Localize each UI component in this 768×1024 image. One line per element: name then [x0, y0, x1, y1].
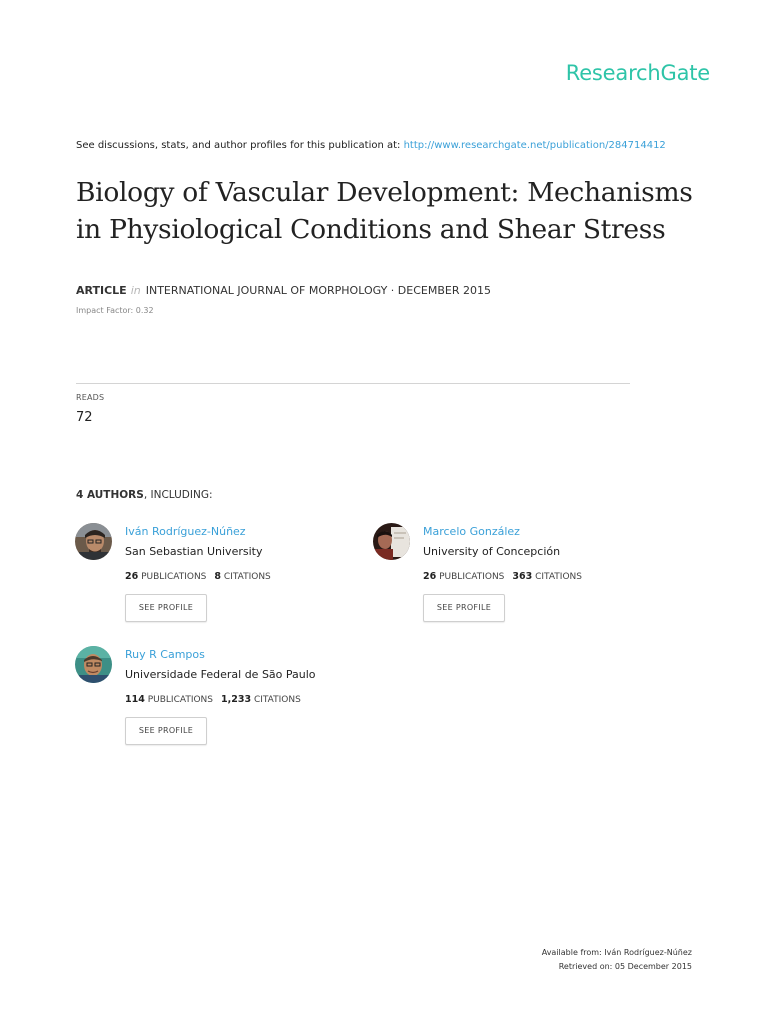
author-institution: San Sebastian University — [125, 545, 263, 558]
author-name[interactable]: Ruy R Campos — [125, 648, 205, 661]
authors-count: 4 AUTHORS — [76, 489, 144, 501]
avatar[interactable] — [75, 523, 112, 560]
publication-title: Biology of Vascular Development: Mechanisms in Physiological Conditions and Shear Stress — [76, 177, 693, 245]
publications-label: PUBLICATIONS — [439, 572, 505, 582]
citations-count: 363 — [512, 571, 533, 582]
author-card — [75, 646, 365, 746]
author-name[interactable]: Marcelo González — [423, 525, 520, 538]
publications-label: PUBLICATIONS — [147, 695, 213, 705]
see-profile-button[interactable]: SEE PROFILE — [125, 594, 207, 622]
author-stats — [423, 571, 582, 582]
author-institution: Universidade Federal de São Paulo — [125, 668, 316, 681]
avatar[interactable] — [373, 523, 410, 560]
citations-count: 1,233 — [221, 694, 252, 705]
publication-meta — [76, 284, 491, 297]
author-institution: University of Concepción — [423, 545, 561, 558]
author-stats — [125, 571, 271, 582]
publication-link[interactable]: http://www.researchgate.net/publication/284714412 — [403, 140, 666, 151]
author-card — [75, 523, 365, 623]
reads-count: 72 — [76, 410, 93, 425]
see-profile-button[interactable]: SEE PROFILE — [125, 717, 207, 745]
researchgate-logo[interactable]: ResearchGate — [565, 61, 710, 85]
publications-count: 114 — [125, 694, 145, 705]
available-from: Available from: Iván Rodríguez-Núñez — [541, 948, 692, 957]
in-word: in — [130, 284, 141, 297]
retrieved-on: Retrieved on: 05 December 2015 — [558, 962, 692, 971]
authors-heading — [76, 489, 213, 501]
avatar[interactable] — [75, 646, 112, 683]
citations-count: 8 — [214, 571, 222, 582]
citations-label: CITATIONS — [253, 695, 301, 705]
publication-type: ARTICLE — [76, 284, 127, 297]
author-name[interactable]: Iván Rodríguez-Núñez — [125, 525, 246, 538]
discussion-line — [76, 140, 666, 151]
discussion-text: See discussions, stats, and author profiles for this publication at: — [76, 140, 401, 151]
citations-label: CITATIONS — [535, 572, 582, 582]
reads-label: READS — [76, 393, 105, 402]
author-stats — [125, 694, 301, 705]
publications-count: 26 — [423, 571, 437, 582]
publications-label: PUBLICATIONS — [141, 572, 207, 582]
see-profile-button[interactable]: SEE PROFILE — [423, 594, 505, 622]
author-card — [373, 523, 663, 623]
journal-name: INTERNATIONAL JOURNAL OF MORPHOLOGY · DECEMBER 2015 — [145, 284, 491, 297]
publications-count: 26 — [125, 571, 139, 582]
citations-label: CITATIONS — [223, 572, 271, 582]
divider — [76, 383, 630, 384]
footer — [542, 946, 692, 974]
authors-including: , INCLUDING: — [143, 489, 213, 501]
impact-factor: Impact Factor: 0.32 — [76, 306, 154, 315]
